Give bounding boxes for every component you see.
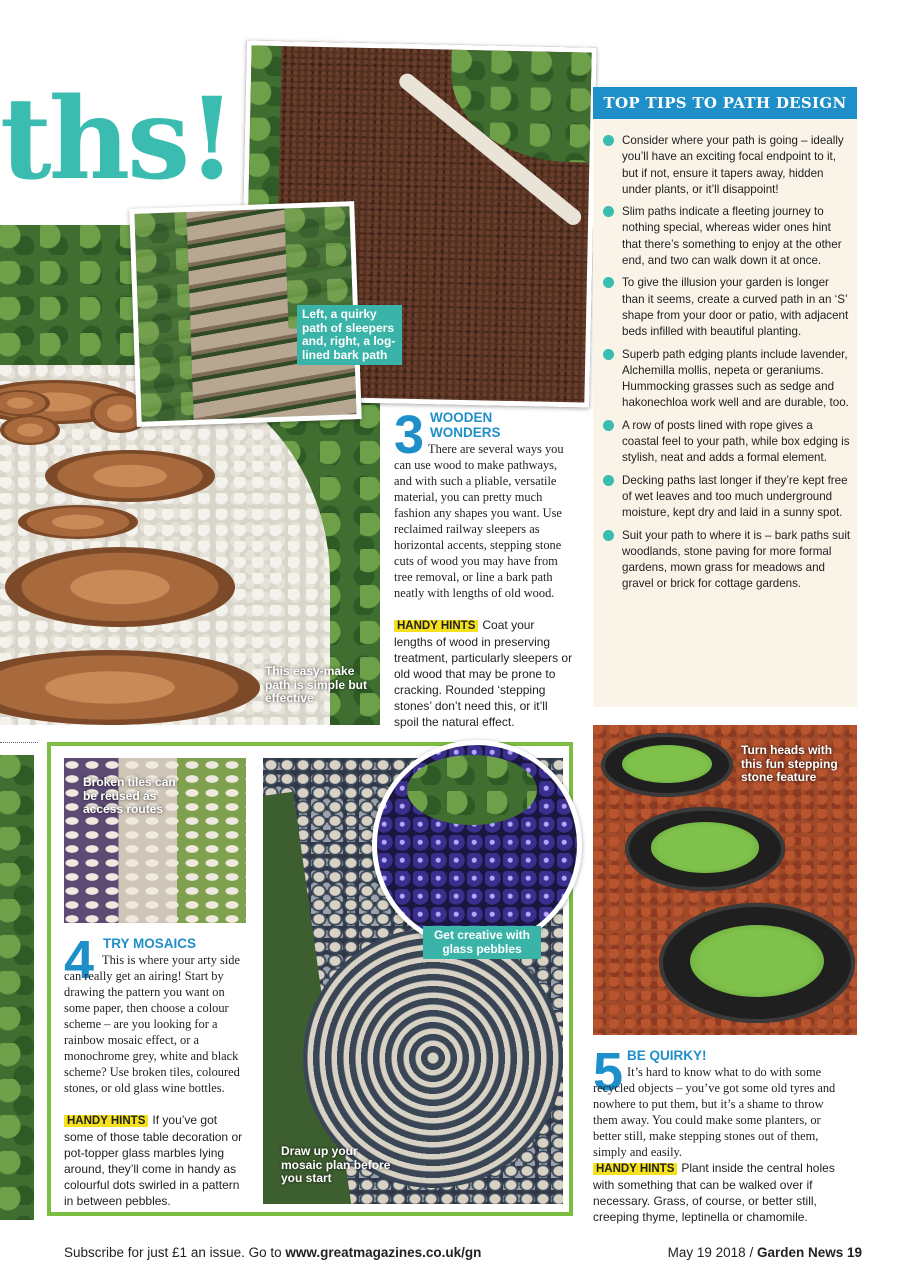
footer-subscribe-prefix: Subscribe for just £1 an issue. Go to	[64, 1245, 286, 1260]
footer-subscribe	[64, 1245, 481, 1260]
section-4-body-text: This is where your arty side can really get an airing! Start by drawing the pattern you want on some paper, then choose a colour scheme – are you looking for a rainbow mosaic effect, or a monochrome grey, white and black scheme? Use broken tiles, coloured stones, or old glass wine bottles.	[64, 953, 240, 1095]
section-3-heading-line1: WOODEN	[430, 410, 493, 425]
bullet-dot-icon	[603, 135, 614, 146]
section-5-body	[593, 1064, 843, 1160]
section-4-heading: TRY MOSAICS	[103, 936, 197, 951]
footer-date: May 19 2018 /	[667, 1245, 757, 1260]
glass-pebbles-caption: Get creative with glass pebbles	[423, 926, 541, 959]
handy-hints-badge: HANDY HINTS	[593, 1163, 677, 1175]
top-tips-title: TOP TIPS TO PATH DESIGN	[593, 87, 857, 119]
top-tips-panel	[593, 87, 857, 707]
bullet-dot-icon	[603, 530, 614, 541]
section-4-hint-text: If you’ve got some of those table decoration or pot-topper glass marbles lying around, they’ll come in handy as colourful dots swirled in a pattern in between pebbles.	[64, 1113, 243, 1208]
footer-publication: Garden News 19	[756, 1245, 862, 1260]
footer-folio	[668, 1245, 862, 1260]
bark-path-caption: Left, a quirky path of sleepers and, right, a log-lined bark path	[297, 305, 402, 365]
glass-pebbles-photo	[372, 740, 582, 950]
handy-hints-badge: HANDY HINTS	[64, 1115, 148, 1127]
section-5-hint	[593, 1160, 848, 1225]
tip-item: Slim paths indicate a fleeting journey to nothing special, whereas wider ones hint that there’s something to enjoy at the other end, and two can walk down it at once.	[601, 204, 851, 269]
section-4-body	[64, 952, 244, 1096]
tyres-caption: Turn heads with this fun stepping stone feature	[741, 743, 838, 784]
tip-item: Consider where your path is going – ideally you’ll have an exciting focal endpoint to it, but if not, ensure it tapers away, hidden under plants, or it’ll disappoint!	[601, 133, 851, 198]
section-5-body-text: It’s hard to know what to do with some recycled objects – you’ve got some old tyres and nowhere to put them, but it’s a shame to throw them away. You could make some planters, or better still, make stepping stones out of them, simply and easily.	[593, 1065, 836, 1159]
headline-fragment: ths!	[0, 74, 234, 205]
section-5-heading: BE QUIRKY!	[627, 1048, 707, 1063]
section-3-hint-text: Coat your lengths of wood in preserving treatment, particularly sleepers or old wood that may be prone to cracking. Rounded ‘stepping stones’ don’t need this, or it’ll spoil the natural effect.	[394, 618, 573, 729]
left-edge-photo	[0, 755, 34, 1220]
section-3-hint	[394, 617, 574, 730]
subscribe-link[interactable]: www.greatmagazines.co.uk/gn	[285, 1245, 482, 1260]
section-4-number: 4	[64, 930, 95, 990]
bullet-dot-icon	[603, 277, 614, 288]
broken-tiles-caption: Broken tiles can be reused as access routes	[83, 775, 176, 816]
section-3-heading-line2: WONDERS	[430, 425, 501, 440]
section-3-body-text: There are several ways you can use wood to make pathways, and with such a pliable, versatile material, you can pretty much fashion any shapes you want. Use reclaimed railway sleepers as horizontal accents, stepping stone cuts of wood you may have from tree removal, or line a bark path neatly with lengths of old wood.	[394, 442, 564, 600]
bullet-dot-icon	[603, 206, 614, 217]
tip-item: Superb path edging plants include lavender, Alchemilla mollis, nepeta or geraniums. Hummocking grasses such as sedge and hakonechloa work well and are durable, too.	[601, 347, 851, 412]
mosaic-caption: Draw up your mosaic plan before you start	[281, 1144, 391, 1185]
section-3-body	[394, 441, 576, 601]
stepping-logs-caption: This easy-make path is simple but effective	[265, 664, 368, 705]
section-3-number: 3	[394, 405, 425, 465]
handy-hints-badge: HANDY HINTS	[394, 620, 478, 632]
bullet-dot-icon	[603, 475, 614, 486]
tip-item: To give the illusion your garden is longer than it seems, create a curved path in an ‘S’ shape from your door or patio, with adjacent beds infilled with beautiful planting.	[601, 275, 851, 340]
section-5-number: 5	[593, 1042, 624, 1102]
section-4-hint	[64, 1112, 246, 1209]
bullet-dot-icon	[603, 349, 614, 360]
tip-item: Decking paths last longer if they’re kept free of wet leaves and too much underground moisture, kept dry and laid in a sunny spot.	[601, 473, 851, 522]
tyre-stepping-stones-photo	[593, 725, 857, 1035]
broken-tiles-photo	[64, 758, 246, 923]
bullet-dot-icon	[603, 420, 614, 431]
divider-rule	[0, 742, 38, 743]
tip-item: A row of posts lined with rope gives a coastal feel to your path, while box edging is stylish, neat and adds a formal element.	[601, 418, 851, 467]
top-tips-list	[601, 133, 851, 599]
section-5-hint-text: Plant inside the central holes with something that can be walked over if necessary. Grass, of course, or better still, creeping thyme, leptinella or chamomile.	[593, 1161, 835, 1224]
tip-item: Suit your path to where it is – bark paths suit woodlands, stone paving for more formal gardens, mown grass for meadows and gravel or brick for cottage gardens.	[601, 528, 851, 593]
